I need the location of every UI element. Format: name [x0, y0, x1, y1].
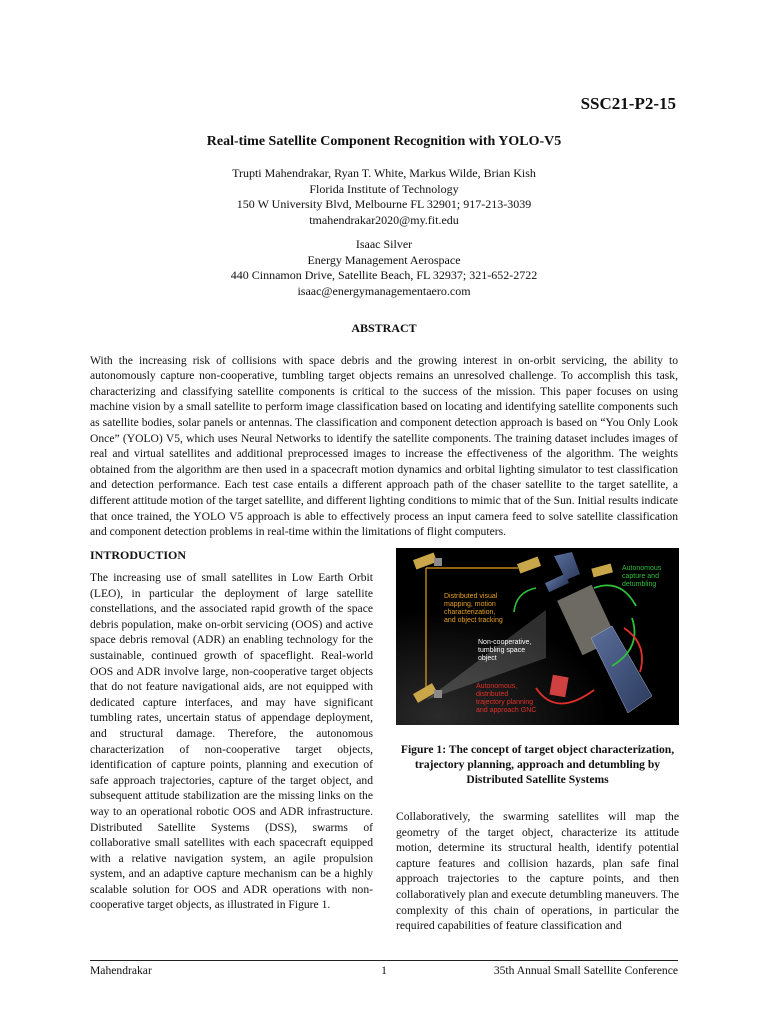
author-email: isaac@energymanagementaero.com [297, 283, 471, 298]
author-address: 440 Cinnamon Drive, Satellite Beach, FL 32937; 321-652-2722 [230, 268, 538, 282]
abstract-text: With the increasing risk of collisions with space debris and the growing interest in on-orbit servicing, the ability to autonomously capture non-cooperative, tumbling target objects remains an unresolved challenge. To accomplish this task, characterizing and classifying satellite components is critical to the success of the mission. This paper focuses on using machine vision by a small satellite to perform image classification based on locating and identifying satellite components such as satellite bodies, solar panels or antennas. The classification and component detection approach is based on “You Only Look Once” (YOLO) V5, which uses Neural Networks to identify the satellite components. The training dataset includes images of real and virtual satellites and additional preprocessed images to increase the effectiveness of the algorithm. The weights obtained from the algorithm are then used in a spacecraft motion dynamics and orbital lighting simulator to test classification and detection performance. Each test case entails a different approach path of the chaser satellite to the target satellite, a different attitude motion of the target satellite, and different lighting conditions to mimic that of the Sun. Initial results indicate that once trained, the YOLO V5 approach is able to effectively process an input camera feed to solve satellite classification and component detection problems in real-time within the limitations of flight computers. [90, 353, 678, 539]
label-target-1: Non-cooperative, [478, 639, 532, 646]
figure-1 [396, 548, 679, 725]
label-target-2: tumbling space [478, 647, 526, 654]
paper-title: Real-time Satellite Component Recognition with YOLO-V5 [206, 134, 562, 149]
label-visual-mapping-1: Distributed visual [444, 593, 498, 600]
introduction-text: The increasing use of small satellites in Low Earth Orbit (LEO), in particular the deployment of large satellite constellations, and the associated rapid growth of the space debris population, make on-orbit servicing (OOS) and active space debris removal (ADR) an enabling technology for the sustainable, continued growth of spaceflight. Real-world OOS and ADR involve large, non-cooperative target objects that do not feature navigational aids, are not equipped with dedicated capture interfaces, and may have significant tumbling rates, uncertain status of appendage deployment, and structural damage. Therefore, the autonomous characterization of non-cooperative target objects, identification of capture points, planning and execution of safe approach trajectories, capture of the target object, and subsequent attitude stabilization are the missing links on the way to an operational robotic OOS and ADR infrastructure. Distributed Satellite Systems (DSS), swarms of collaborative small satellites with each spacecraft equipped with a relative navigation system, an agile propulsion system, and an adaptive capture mechanism can be a highly scalable solution for OOS and ADR operations with non-cooperative target objects, as illustrated in Figure 1. [90, 571, 373, 912]
label-visual-mapping-3: characterization, [444, 609, 496, 616]
footer-divider [90, 960, 678, 961]
author-names: Trupti Mahendrakar, Ryan T. White, Markus Wilde, Brian Kish [232, 166, 536, 180]
author-affiliation: Energy Management Aerospace [307, 252, 461, 267]
label-planning-4: and approach GNC [476, 707, 537, 714]
author-address: 150 W University Blvd, Melbourne FL 32901; 917-213-3039 [236, 197, 532, 211]
right-column-text: Collaboratively, the swarming satellites will map the geometry of the target object, characterize its attitude motion, determine its structural health, identify potential capture features and collision hazards, plan safe final approach trajectories to the capture points, and then collaboratively plan and execute detumbling maneuvers. The complexity of this chain of operations, in particular the required capabilities of feature classification and [396, 810, 679, 933]
label-visual-mapping-2: mapping, motion [444, 601, 496, 608]
author-block-2 [0, 237, 768, 299]
footer-conference: 35th Annual Small Satellite Conference [493, 964, 678, 977]
label-planning-1: Autonomous, [476, 683, 518, 690]
footer-page-number: 1 [381, 964, 387, 977]
label-planning-2: distributed [476, 691, 509, 698]
right-column [396, 548, 679, 934]
abstract-heading: ABSTRACT [351, 321, 417, 335]
introduction-heading: INTRODUCTION [90, 548, 187, 562]
label-autonomous-1: Autonomous [622, 565, 662, 572]
author-names: Isaac Silver [355, 237, 413, 251]
label-autonomous-2: capture and [622, 573, 659, 580]
figure-1-illustration [396, 548, 679, 725]
label-planning-3: trajectory planning [476, 699, 534, 706]
author-block-1 [0, 166, 768, 228]
label-target-3: object [478, 655, 497, 662]
chaser-satellite-icon [549, 675, 568, 697]
paper-id: SSC21-P2-15 [580, 94, 676, 113]
label-autonomous-3: detumbling [622, 581, 657, 588]
footer-author: Mahendrakar [90, 964, 152, 977]
figure-1-caption: Figure 1: The concept of target object characterization, trajectory planning, approach and detumbling by Distributed Satellite Systems [400, 743, 675, 786]
left-column [90, 548, 373, 913]
label-visual-mapping-4: and object tracking [444, 617, 503, 624]
author-email: tmahendrakar2020@my.fit.edu [309, 212, 459, 227]
author-affiliation: Florida Institute of Technology [309, 181, 459, 196]
